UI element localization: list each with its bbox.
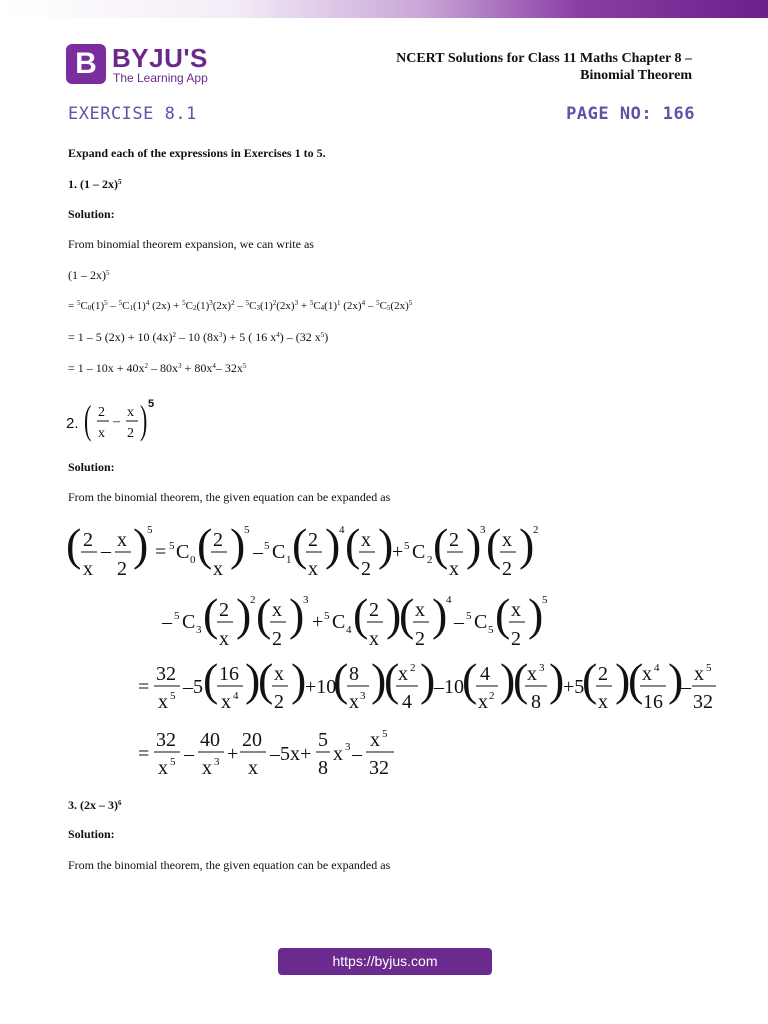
svg-text:C: C [474, 611, 488, 633]
svg-text:=: = [155, 541, 167, 563]
svg-text:32: 32 [693, 691, 713, 713]
svg-text:2: 2 [369, 599, 379, 621]
question-3-label: 3. (2x – 3)$^6$ [68, 798, 122, 812]
svg-text:(: ( [345, 519, 361, 570]
svg-text:+: + [312, 611, 324, 633]
svg-text:4: 4 [346, 624, 352, 636]
svg-text:): ) [378, 519, 394, 570]
svg-text:(: ( [197, 519, 213, 570]
svg-text:2: 2 [127, 426, 134, 441]
svg-text:x: x [333, 743, 343, 765]
svg-text:x: x [202, 757, 212, 779]
instructions: Expand each of the expressions in Exercises 1 to 5. [68, 146, 326, 160]
q1-final-answer: = $1 - 10x + 40x^2 - 80x^3 + 80x^4-$ $32x^5$ [68, 361, 247, 375]
svg-text:x: x [349, 691, 359, 713]
svg-text:–: – [162, 611, 172, 633]
svg-text:): ) [291, 654, 307, 705]
svg-text:C: C [332, 611, 346, 633]
svg-text:x: x [221, 691, 231, 713]
svg-text:): ) [615, 654, 631, 705]
svg-text:5: 5 [244, 524, 250, 536]
svg-text:): ) [133, 519, 149, 570]
svg-text:x: x [361, 529, 371, 551]
svg-text:5: 5 [169, 540, 175, 552]
svg-text:=: = [138, 743, 150, 765]
svg-text:): ) [668, 654, 684, 705]
svg-text:): ) [466, 519, 482, 570]
svg-text:x: x [527, 663, 537, 685]
svg-text:2: 2 [598, 663, 608, 685]
svg-text:): ) [140, 397, 148, 442]
svg-text:–10: –10 [434, 676, 464, 698]
svg-text:+10: +10 [305, 676, 337, 698]
svg-text:(: ( [513, 654, 529, 705]
svg-text:x: x [308, 558, 318, 580]
svg-text:2: 2 [449, 529, 459, 551]
svg-text:(: ( [203, 654, 219, 705]
question-1-label: 1. (1 – 2x)$^5$ [68, 177, 122, 191]
svg-text:2: 2 [502, 558, 512, 580]
svg-text:2: 2 [415, 628, 425, 650]
svg-text:16: 16 [219, 663, 239, 685]
svg-text:): ) [289, 589, 305, 640]
svg-text:): ) [325, 519, 341, 570]
svg-text:5: 5 [542, 594, 548, 606]
q1-expression: (1 – 2x)$^5$ [68, 268, 110, 282]
svg-text:x: x [511, 599, 521, 621]
svg-text:2: 2 [274, 691, 284, 713]
svg-text:x: x [272, 599, 282, 621]
svg-text:3: 3 [539, 662, 545, 674]
svg-text:2: 2 [213, 529, 223, 551]
svg-text:4: 4 [233, 690, 239, 702]
svg-text:2: 2 [308, 529, 318, 551]
svg-text:2: 2 [272, 628, 282, 650]
svg-text:0: 0 [190, 554, 196, 566]
svg-text:2: 2 [427, 554, 433, 566]
svg-text:5: 5 [382, 728, 388, 740]
svg-text:–: – [113, 414, 120, 429]
svg-text:): ) [500, 654, 516, 705]
svg-text:x: x [369, 628, 379, 650]
svg-text:5: 5 [318, 729, 328, 751]
svg-text:5: 5 [706, 662, 712, 674]
q1-solution-text: From binomial theorem expansion, we can write as [68, 237, 314, 251]
svg-text:–: – [681, 676, 691, 698]
svg-text:5: 5 [488, 624, 494, 636]
svg-text:2: 2 [83, 529, 93, 551]
svg-text:3: 3 [345, 741, 351, 753]
q3-solution-text: From the binomial theorem, the given equation can be expanded as [68, 858, 391, 872]
svg-text:3: 3 [196, 624, 202, 636]
svg-text:): ) [245, 654, 261, 705]
svg-text:x: x [694, 663, 704, 685]
website-link-button[interactable]: https://byjus.com [278, 948, 492, 975]
svg-text:x: x [502, 529, 512, 551]
svg-text:x: x [398, 663, 408, 685]
svg-text:): ) [236, 589, 252, 640]
svg-text:2: 2 [533, 524, 539, 536]
svg-text:5: 5 [404, 540, 410, 552]
svg-text:5: 5 [174, 610, 180, 622]
svg-text:–5x+: –5x+ [270, 743, 312, 765]
svg-text:–: – [184, 743, 194, 765]
document-title-line1: NCERT Solutions for Class 11 Maths Chapter 8 – [396, 51, 692, 66]
svg-text:5: 5 [324, 610, 330, 622]
svg-text:(: ( [582, 654, 598, 705]
svg-text:(: ( [203, 589, 219, 640]
svg-text:–: – [352, 743, 362, 765]
svg-text:(: ( [66, 519, 82, 570]
q2-solution-label: Solution: [68, 460, 115, 474]
solution-label: Solution: [68, 207, 115, 221]
svg-text:x: x [98, 426, 105, 441]
svg-text:(: ( [399, 589, 415, 640]
svg-text:x: x [598, 691, 608, 713]
svg-text:2: 2 [117, 558, 127, 580]
svg-text:(: ( [256, 589, 272, 640]
svg-text:3: 3 [214, 756, 220, 768]
svg-text:8: 8 [318, 757, 328, 779]
svg-text:(: ( [258, 654, 274, 705]
svg-text:): ) [386, 589, 402, 640]
svg-text:x: x [274, 663, 284, 685]
svg-text:2: 2 [410, 662, 416, 674]
q3-solution-label: Solution: [68, 827, 115, 841]
q2-solution-text: From the binomial theorem, the given equation can be expanded as [68, 490, 391, 504]
svg-text:20: 20 [242, 729, 262, 751]
svg-text:x: x [127, 405, 134, 420]
svg-text:x: x [478, 691, 488, 713]
svg-text:x: x [158, 757, 168, 779]
svg-text:): ) [528, 589, 544, 640]
q1-expansion-step2: = 1 – 5 (2x) + 10 $(4x)^2 - 10$ $(8x^3) + 5$ ( 16 $x^4) - (32$ $x^5$) [68, 330, 329, 344]
svg-text:x: x [248, 757, 258, 779]
svg-text:5: 5 [148, 398, 155, 410]
svg-text:–: – [101, 540, 111, 562]
svg-text:x: x [449, 558, 459, 580]
svg-text:16: 16 [643, 691, 663, 713]
svg-text:C: C [176, 541, 190, 563]
svg-text:2: 2 [219, 599, 229, 621]
svg-text:2: 2 [98, 405, 105, 420]
svg-text:2: 2 [250, 594, 256, 606]
svg-text:4: 4 [654, 662, 660, 674]
question-2-label: 2. [66, 415, 79, 432]
svg-text:5: 5 [147, 524, 153, 536]
svg-text:1: 1 [286, 554, 292, 566]
svg-text:5: 5 [264, 540, 270, 552]
svg-text:x: x [370, 729, 380, 751]
svg-text:x: x [219, 628, 229, 650]
svg-text:): ) [432, 589, 448, 640]
svg-text:(: ( [353, 589, 369, 640]
logo-mark: B [66, 44, 106, 84]
svg-text:(: ( [486, 519, 502, 570]
svg-text:+5: +5 [563, 676, 585, 698]
svg-text:–: – [454, 611, 464, 633]
svg-text:C: C [182, 611, 196, 633]
svg-text:(: ( [384, 654, 400, 705]
svg-text:(: ( [628, 654, 644, 705]
logo-tagline: The Learning App [113, 71, 208, 85]
svg-text:2: 2 [489, 690, 495, 702]
svg-text:): ) [371, 654, 387, 705]
svg-text:(: ( [292, 519, 308, 570]
svg-text:–: – [253, 541, 263, 563]
svg-text:=: = [138, 676, 150, 698]
svg-text:x: x [158, 691, 168, 713]
svg-text:2: 2 [511, 628, 521, 650]
document-title-line2: Binomial Theorem [580, 68, 692, 83]
svg-text:5: 5 [466, 610, 472, 622]
svg-text:32: 32 [156, 663, 176, 685]
svg-text:3: 3 [480, 524, 486, 536]
svg-text:3: 3 [360, 690, 366, 702]
svg-text:(: ( [462, 654, 478, 705]
svg-text:): ) [230, 519, 246, 570]
svg-text:C: C [412, 541, 426, 563]
page-number: PAGE NO: 166 [566, 104, 695, 124]
q1-expansion-step1: = $^5C_0(1)^5 - ^5C_1(1)^4$ $(2x) + ^5C_2(1)^3(2x)^2 - ^5C_3(1)^2(2x)^3 + ^5C_4(1)^1$ $(2x)^4 - ^5C_5(2x)^5$ [68, 299, 413, 312]
svg-text:x: x [83, 558, 93, 580]
svg-text:–5: –5 [183, 676, 203, 698]
svg-text:32: 32 [156, 729, 176, 751]
svg-text:x: x [415, 599, 425, 621]
svg-text:40: 40 [200, 729, 220, 751]
svg-text:(: ( [333, 654, 349, 705]
svg-text:4: 4 [402, 691, 412, 713]
svg-text:5: 5 [170, 690, 176, 702]
svg-text:(: ( [84, 397, 92, 442]
svg-text:x: x [117, 529, 127, 551]
svg-text:32: 32 [369, 757, 389, 779]
logo-name: BYJU'S [112, 43, 208, 73]
svg-text:): ) [519, 519, 535, 570]
svg-text:x: x [213, 558, 223, 580]
svg-text:4: 4 [446, 594, 452, 606]
svg-text:4: 4 [480, 663, 490, 685]
svg-text:8: 8 [531, 691, 541, 713]
svg-text:5: 5 [170, 756, 176, 768]
exercise-heading: EXERCISE 8.1 [68, 104, 197, 124]
svg-text:+: + [227, 743, 239, 765]
svg-text:2: 2 [361, 558, 371, 580]
svg-text:(: ( [495, 589, 511, 640]
svg-text:): ) [420, 654, 436, 705]
svg-text:x: x [642, 663, 652, 685]
svg-text:8: 8 [349, 663, 359, 685]
svg-text:4: 4 [339, 524, 345, 536]
svg-text:C: C [272, 541, 286, 563]
svg-text:+: + [392, 541, 404, 563]
svg-text:3: 3 [303, 594, 309, 606]
svg-text:): ) [549, 654, 565, 705]
svg-text:(: ( [433, 519, 449, 570]
